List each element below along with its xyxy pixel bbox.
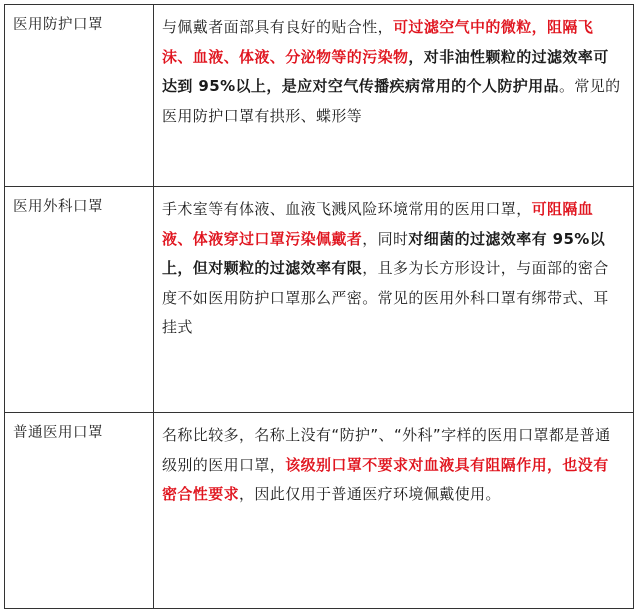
desc-segment-red: 可过滤空气中的微粒，阻隔飞沫、血液、体液、分泌物等的污染物	[162, 18, 594, 66]
mask-type-label: 医用外科口罩	[5, 187, 154, 412]
desc-segment: ，因此仅用于普通医疗环境佩戴使用。	[239, 485, 501, 503]
desc-segment: 。常见的医用防护口罩有拱形、蝶形等	[162, 77, 621, 125]
table-row	[5, 413, 633, 608]
mask-description	[154, 5, 633, 186]
table-row	[5, 5, 633, 187]
desc-segment-red: 可阻隔血液、体液穿过口罩污染佩戴者	[162, 200, 594, 248]
mask-type-label: 普通医用口罩	[5, 413, 154, 608]
desc-segment: 与佩戴者面部具有良好的贴合性，	[162, 18, 394, 36]
desc-segment: ，且多为长方形设计，与面部的密合度不如医用防护口罩那么严密。常见的医用外科口罩有绑带式、耳挂式	[162, 259, 609, 336]
desc-segment-red: 该级别口罩不要求对血液具有阻隔作用，也没有密合性要求	[162, 455, 609, 503]
desc-segment-bold: 对细菌的过滤效率有 95%以上，但对颗粒的过滤效率有限	[162, 229, 606, 277]
table-row	[5, 187, 633, 413]
desc-segment-bold: ，对非油性颗粒的过滤效率可达到 95%以上，是应对空气传播疾病常用的个人防护用品	[162, 47, 609, 95]
desc-segment: ，同时	[362, 229, 409, 248]
desc-segment: 手术室等有体液、血液飞溅风险环境常用的医用口罩，	[162, 200, 532, 218]
desc-segment: 名称比较多，名称上没有“防护”、“外科”字样的医用口罩都是普通级别的医用口罩，	[162, 426, 611, 474]
mask-comparison-table	[4, 4, 634, 609]
mask-description	[154, 413, 633, 608]
mask-description	[154, 187, 633, 412]
mask-type-label: 医用防护口罩	[5, 5, 154, 186]
